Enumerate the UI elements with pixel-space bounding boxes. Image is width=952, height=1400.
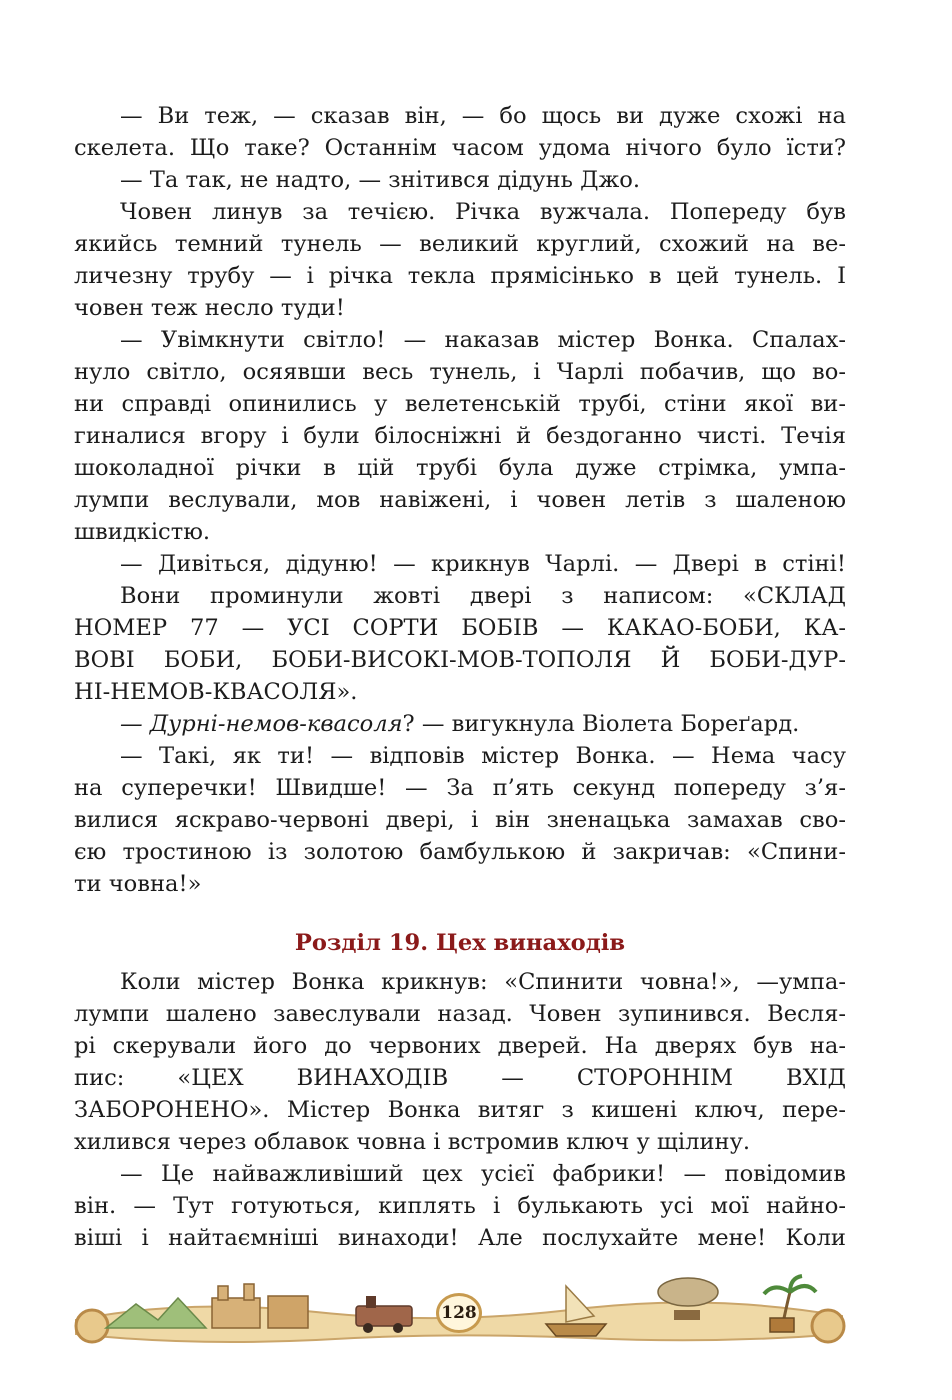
paragraph-line: — Та так, не надто, — знітився дідунь Джо.: [120, 167, 641, 193]
paragraph-line: — Увімкнути світло! — наказав містер Вонка. Спалах-: [120, 327, 846, 353]
italic-line-rest: ? — вигукнула Віолета Бореґард.: [402, 711, 800, 737]
paragraph-line: ЗАБОРОНЕНО». Містер Вонка витяг з кишені ключ, пере-: [74, 1097, 846, 1123]
paragraph-line: Коли містер Вонка крикнув: «Спинити човна!», —умпа-: [120, 969, 846, 995]
paragraph-line: пис: «ЦЕХ ВИНАХОДІВ — СТОРОННІМ ВХІД: [74, 1065, 846, 1091]
paragraph-line: НОМЕР 77 — УСІ СОРТИ БОБІВ — КАКАО-БОБИ, КА-: [74, 615, 846, 641]
paragraph-line: Вони проминули жовті двері з написом: «СКЛАД: [120, 583, 846, 609]
chapter-heading: Розділ 19. Цех винаходів: [294, 930, 626, 956]
paragraph-line: нуло світло, осяявши весь тунель, і Чарлі побачив, що во-: [74, 359, 846, 385]
paragraph-line: лумпи веслували, мов навіжені, і човен летів з шаленою: [74, 487, 846, 513]
treasure-chest-icon: [770, 1318, 794, 1332]
paragraph-line: скелета. Що таке? Останнім часом удома нічого було їсти?: [74, 135, 846, 161]
paragraph-line: віші і найтаємніші винаходи! Але послухайте мене! Коли: [74, 1225, 846, 1251]
paragraph-line: — Це найважливіший цех усієї фабрики! — повідомив: [120, 1161, 846, 1187]
paragraph-line: якийсь темний тунель — великий круглий, схожий на ве-: [74, 231, 846, 257]
page-number: 128: [436, 1293, 482, 1333]
paragraph-line: ти човна!»: [74, 871, 202, 897]
paragraph-line: хилився через облавок човна і встромив ключ у щілину.: [74, 1129, 751, 1155]
paragraph-line: — Дивіться, дідуню! — крикнув Чарлі. — Двері в стіні!: [120, 551, 846, 577]
paragraph-line: єю тростиною із золотою бамбулькою й закричав: «Спини-: [74, 839, 846, 865]
left-ornament: [76, 1310, 108, 1342]
paragraph-line: він. — Тут готуються, киплять і булькають усі мої найно-: [74, 1193, 846, 1219]
paragraph-line: ВОВІ БОБИ, БОБИ-ВИСОКІ-МОВ-ТОПОЛЯ Й БОБИ-ДУР-: [74, 647, 846, 673]
paragraph-line: шоколадної річки в цій трубі була дуже стрімка, умпа-: [74, 455, 846, 481]
castle-icon: [212, 1284, 308, 1328]
right-ornament: [812, 1310, 844, 1342]
paragraph-line: човен теж несло туди!: [74, 295, 345, 321]
paragraph-line: ни справді опинились у велетенській трубі, стіни якої ви-: [74, 391, 846, 417]
paragraph-line: рі скерували його до червоних дверей. На дверях був на-: [74, 1033, 846, 1059]
paragraph-line: гиналися вгору і були білосніжні й бездоганно чисті. Течія: [74, 423, 846, 449]
paragraph-line: [120, 708, 846, 740]
paragraph-line: Човен линув за течією. Річка вужчала. Попереду був: [120, 199, 846, 225]
paragraph-line: вилися яскраво-червоні двері, і він зненацька замахав сво-: [74, 807, 846, 833]
paragraph-line: на суперечки! Швидше! — За п’ять секунд попереду з’я-: [74, 775, 846, 801]
paragraph-line: НІ-НЕМОВ-КВАСОЛЯ».: [74, 679, 358, 705]
paragraph-line: лумпи шалено завеслували назад. Човен зупинився. Весля-: [74, 1001, 846, 1027]
paragraph-line: личезну трубу — і річка текла прямісінько в цей тунель. І: [74, 263, 846, 289]
paragraph-line: — Ви теж, — сказав він, — бо щось ви дуже схожі на: [120, 103, 846, 129]
italic-phrase: — Дурні-немов-квасоля: [120, 711, 403, 737]
paragraph-line: — Такі, як ти! — відповів містер Вонка. — Нема часу: [120, 743, 846, 769]
paragraph-line: швидкістю.: [74, 519, 211, 545]
